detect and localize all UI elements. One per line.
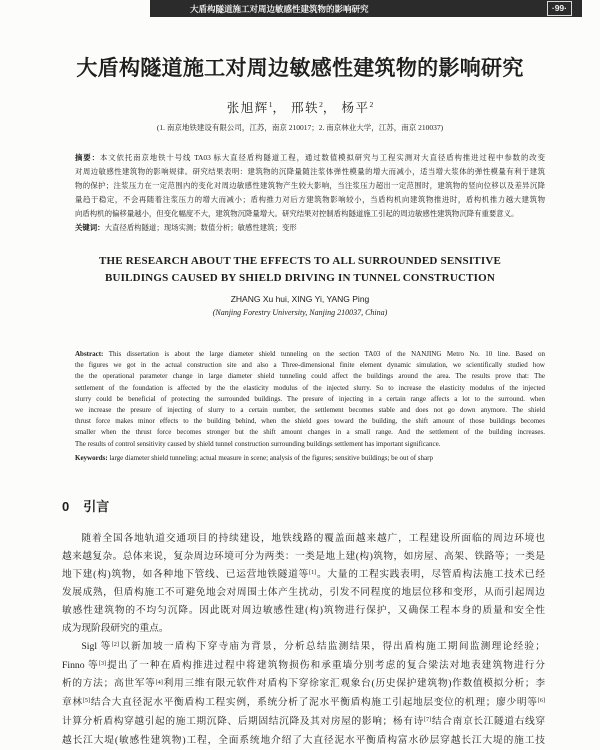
body-line: 发展成熟，但盾构施工不可避免地会对周围土体产生扰动，引发不同程度的地层位移和变形，从而引起周边 xyxy=(62,587,545,599)
body-text: 结合南京长江隧道右线穿 xyxy=(431,715,546,727)
abstract-en-text: This dissertation is about the large diameter shield tunneling on the section TA03 of the NANJING Metro No. 10 line. Based on xyxy=(108,350,545,358)
abstract-en-line: settlement of the foundation is affected by the the elasticity modulus of the injected slurry. So to increase the elasticity modulus of the injected xyxy=(75,383,545,392)
author-affiliation-mark: 1 xyxy=(268,100,273,109)
section-heading xyxy=(62,498,109,516)
body-line xyxy=(62,694,545,713)
citation-ref: [1] xyxy=(308,568,317,576)
body-text: Sigl 等 xyxy=(81,640,112,652)
body-text: 结合大直径泥水平衡盾构工程实例，系统分析了泥水平衡盾构施工引起地层变位的机理；廖少明等 xyxy=(90,697,538,709)
page-number: ·99· xyxy=(547,1,572,16)
keywords-cn xyxy=(75,221,545,235)
body-text: 析的方法；高世军等 xyxy=(62,678,156,690)
citation-ref: [6] xyxy=(537,697,546,705)
citation-ref: [4] xyxy=(155,678,163,686)
body-text: 地下建(构)筑物，如各种地下管线、已运营地铁隧道等 xyxy=(62,568,309,580)
author-affiliation-mark: 2 xyxy=(319,100,323,109)
section-number: 0 xyxy=(62,499,70,514)
body-line: 敏感性建筑物的不均匀沉降。因此既对周边敏感性建(构)筑物进行保护，又确保工程本身的质量和安全性 xyxy=(62,605,545,617)
body-text: Finno 等 xyxy=(62,659,99,671)
running-header xyxy=(150,0,582,17)
body-line: 成为现阶段研究的重点。 xyxy=(62,622,169,634)
paper-title-cn: 大盾构隧道施工对周边敏感性建筑物的影响研究 xyxy=(76,56,524,80)
body-line: 越长江大堤(敏感性建筑物)工程，全面系统地介绍了大直径泥水平衡盾构富水砂层穿越长江大堤的施工技 xyxy=(62,734,545,746)
abstract-en-line: The results of control sensitivity caused by shield tunnel construction surrounding buildings settlement has important significance. xyxy=(75,439,441,448)
abstract-en-line: smaller when the thrust force becomes stronger but the shift amount changes in a small range. And the settlement of the building increases. xyxy=(75,428,545,437)
introduction-body xyxy=(62,530,545,750)
citation-ref: [5] xyxy=(82,697,91,705)
keywords-en xyxy=(75,453,545,464)
abstract-en xyxy=(75,349,545,450)
body-text: 利用三维有限元软件对盾构下穿徐家汇观象台(历史保护建筑物)作数值模拟分析；李 xyxy=(162,678,546,690)
abstract-cn-label: 摘要： xyxy=(75,153,100,162)
author-name: 杨平 xyxy=(341,101,370,116)
body-line xyxy=(62,566,545,585)
keywords-cn-text: 大直径盾构隧道；现场实测；数值分析；敏感性建筑；变形 xyxy=(104,223,297,232)
body-text: 。大量的工程实践表明，尽管盾构法施工技术已经 xyxy=(316,568,546,580)
body-text: 计算分析盾构穿越引起的施工期沉降、后期固结沉降及其对房屋的影响；杨有诗 xyxy=(62,715,424,727)
abstract-cn-line: 向盾构机的偏移量越小，但变化幅度不大，建筑物沉降量增大。研究结果对控制盾构隧道施工引起的周边敏感性建筑物沉降有重要意义。 xyxy=(75,209,519,218)
author-name: 张旭辉 xyxy=(226,101,269,116)
keywords-cn-label: 关键词： xyxy=(75,223,105,232)
abstract-cn-line: 对周边敏感性建筑物的影响规律。研究结果表明：建筑物的沉降量随注浆体弹性模量的增大而减小，适当增大浆体的弹性模量有利于建筑 xyxy=(75,167,545,176)
body-text: 提出了一种在盾构推进过程中将建筑物损伤和承重墙分别考虑的复合梁法对地表建筑物进行分 xyxy=(106,659,545,671)
authors-en: ZHANG Xu hui, XING Yi, YANG Ping xyxy=(230,294,370,304)
abstract-cn-text: 本文依托南京地铁十号线 TA03 标大直径盾构隧道工程，通过数值模拟研究与工程实测对大直径盾构推进过程中参数的改变 xyxy=(99,153,545,162)
citation-ref: [7] xyxy=(423,716,432,724)
author-separator: ， xyxy=(272,101,287,116)
affiliation-en: (Nanjing Forestry University, Nanjing 210037, China) xyxy=(212,308,388,317)
title-en-line: BUILDINGS CAUSED BY SHIELD DRIVING IN TUNNEL CONSTRUCTION xyxy=(104,272,496,284)
author-name: 邢轶 xyxy=(291,101,320,116)
author-affiliation-mark: 2 xyxy=(369,100,374,109)
abstract-en-line: slurry could be beneficial of protecting the surrounded buildings. The presure of injecting in a certain range affects a lot to the surround. when xyxy=(75,394,545,403)
running-title: 大盾构隧道施工对周边敏感性建筑物的影响研究 xyxy=(190,4,369,14)
authors-cn xyxy=(0,96,600,117)
abstract-cn-line: 物的保护；注浆压力在一定范围内的变化对周边敏感性建筑物产生较大影响，当注浆压力超出一定范围时，建筑物的竖向位移以及差异沉降 xyxy=(75,181,545,190)
abstract-cn-line xyxy=(75,151,545,165)
citation-ref: [3] xyxy=(98,659,107,667)
abstract-en-line: the figures we got in the actual construction site and also a Three-dimensional finite element dynamic simulation, we scientifically studied how xyxy=(75,361,545,370)
section-title: 引言 xyxy=(83,499,110,514)
body-line xyxy=(62,657,545,676)
abstract-en-line xyxy=(75,349,545,360)
body-line: 越来越复杂。总体来说，复杂周边环境可分为两类：一类是地上建(构)筑物，如房屋、高架、铁路等；一类是 xyxy=(62,550,545,562)
body-line xyxy=(62,638,545,657)
abstract-en-line: thrust force makes minor effects to the building behind, when the shield goes toward the building, the shift amount of those buildings becomes xyxy=(75,417,545,426)
abstract-en-label: Abstract: xyxy=(75,350,104,358)
affiliation-cn: (1. 南京地铁建设有限公司，江苏，南京 210017；2. 南京林业大学，江苏，南京 210037) xyxy=(156,123,444,132)
author-separator: ， xyxy=(322,101,337,116)
body-text: 以新加坡一盾构下穿寺庙为背景，分析总结监测结果，得出盾构施工期间监测理论经验； xyxy=(118,640,545,652)
abstract-en-line: the the operational parameter change in large diameter shield tunneling could affect the buildings around the area. The results prove that: The xyxy=(75,372,545,381)
citation-ref: [2] xyxy=(111,640,119,648)
paper-title-en xyxy=(0,253,600,287)
abstract-cn-line: 量趋于稳定，不会再随着注浆压力的增大而减小；盾构推力对后方建筑物影响较小，当盾构机向建筑物推进时，盾构机推力越大建筑物 xyxy=(75,195,545,204)
keywords-en-text: large diameter shield tunneling; actual measure in scene; analysis of the figures; sensitive buildings; be out of sharp xyxy=(109,454,433,462)
body-line xyxy=(62,675,545,694)
title-en-line: THE RESEARCH ABOUT THE EFFECTS TO ALL SURROUNDED SENSITIVE xyxy=(98,255,502,267)
body-text: 章林 xyxy=(62,697,83,709)
abstract-en-line: we increase the presure of injecting of slurry to a certain number, the settlement becomes stable and does not go down anymore. The shield xyxy=(75,406,545,415)
keywords-en-label: Keywords: xyxy=(75,454,108,462)
body-line: 随着全国各地轨道交通项目的持续建设，地铁线路的覆盖面越来越广，工程建设所面临的周边环境也 xyxy=(81,533,545,544)
body-line xyxy=(62,713,545,732)
abstract-cn xyxy=(75,151,545,235)
